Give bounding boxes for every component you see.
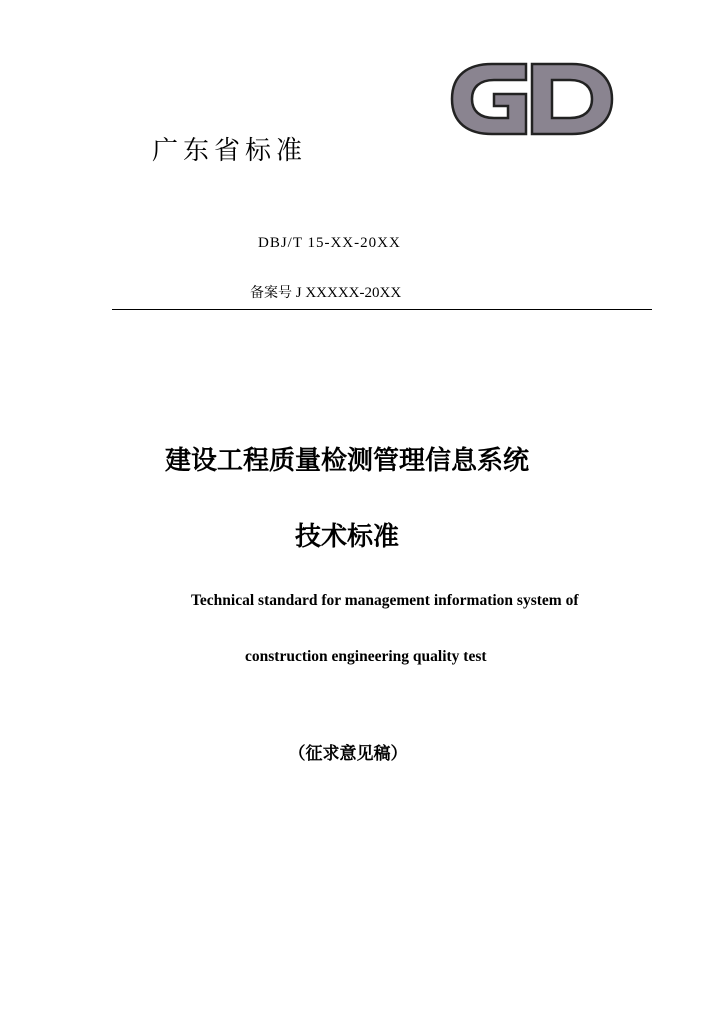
standard-code: DBJ/T 15-XX-20XX [258, 235, 401, 251]
record-value: J XXXXX-20XX [292, 285, 402, 301]
record-label: 备案号 [250, 285, 292, 301]
english-title-line-2: construction engineering quality test [245, 648, 487, 665]
logo-letter-d [532, 64, 612, 134]
sub-title: 技术标准 [294, 522, 399, 552]
draft-note: （征求意见稿） [288, 744, 408, 764]
main-title: 建设工程质量检测管理信息系统 [164, 446, 529, 476]
english-title-line-1: Technical standard for management information system of [191, 592, 579, 609]
header-divider [112, 309, 652, 310]
logo-letter-g [452, 64, 526, 134]
record-number [250, 283, 401, 303]
gd-logo-icon [446, 58, 616, 140]
province-standard-title: 广东省标准 [152, 136, 308, 166]
